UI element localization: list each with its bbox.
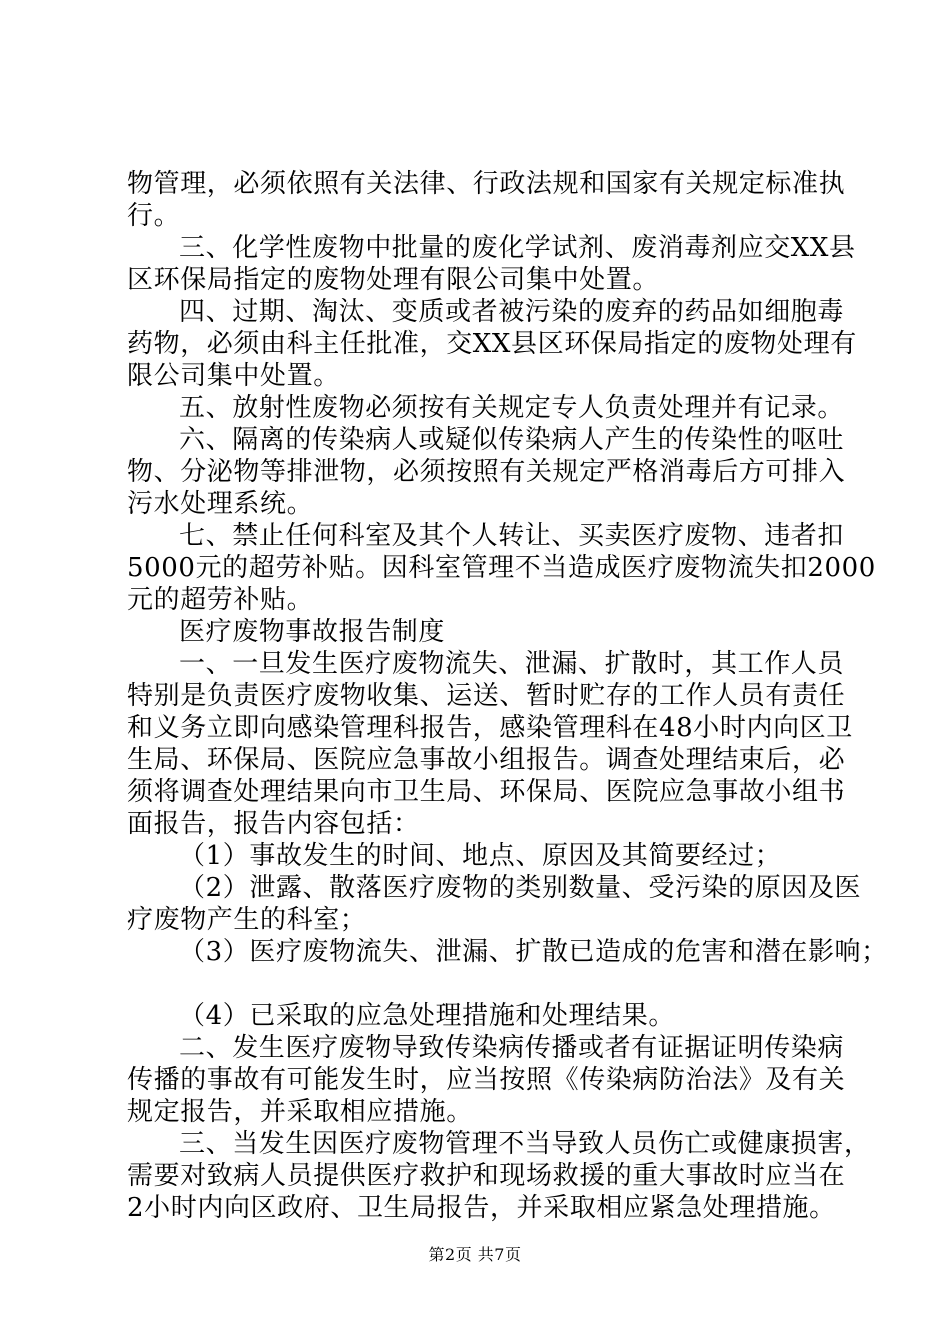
paragraph-line: 生局、环保局、医院应急事故小组报告。调查处理结束后，必 [127,745,846,775]
blank-line [127,968,842,1000]
paragraph-line: 七、禁止任何科室及其个人转让、买卖医疗废物、违者扣 [179,521,845,551]
page-footer [0,1245,950,1265]
paragraph-line: 药物，必须由科主任批准，交XX县区环保局指定的废物处理有 [127,329,857,359]
paragraph-line: 六、隔离的传染病人或疑似传染病人产生的传染性的呕吐 [179,425,845,455]
list-item-line: （4）已采取的应急处理措施和处理结果。 [179,1001,675,1031]
paragraph-line: 四、过期、淘汰、变质或者被污染的废弃的药品如细胞毒 [179,297,845,327]
paragraph-line: 规定报告，并采取相应措施。 [127,1097,473,1127]
paragraph-line: 区环保局指定的废物处理有限公司集中处置。 [127,265,660,295]
list-item-line: 疗废物产生的科室； [127,905,367,935]
paragraph-line: 五、放射性废物必须按有关规定专人负责处理并有记录。 [179,393,845,423]
list-item-line: （1）事故发生的时间、地点、原因及其简要经过； [179,841,782,871]
paragraph-line: 特别是负责医疗废物收集、运送、暂时贮存的工作人员有责任 [127,681,846,711]
paragraph-line: 行。 [127,201,181,231]
paragraph-line: 三、化学性废物中批量的废化学试剂、废消毒剂应交XX县 [179,233,856,263]
list-item-line: （3）医疗废物流失、泄漏、扩散已造成的危害和潜在影响； [179,937,888,967]
paragraph-line: 须将调查处理结果向市卫生局、环保局、医院应急事故小组书 [127,777,846,807]
list-item-line: （2）泄露、散落医疗废物的类别数量、受污染的原因及医 [179,873,862,903]
paragraph-line: 和义务立即向感染管理科报告，感染管理科在48小时内向区卫 [127,713,853,743]
paragraph-line: 污水处理系统。 [127,489,314,519]
paragraph-line: 传播的事故有可能发生时，应当按照《传染病防治法》及有关 [127,1065,846,1095]
paragraph-line: 2小时内向区政府、卫生局报告，并采取相应紧急处理措施。 [127,1193,836,1223]
paragraph-line: 5000元的超劳补贴。因科室管理不当造成医疗废物流失扣2000 [127,553,876,583]
paragraph-line: 一、一旦发生医疗废物流失、泄漏、扩散时，其工作人员 [179,649,845,679]
page-number: 第2页 共7页 [428,1245,522,1264]
paragraph-line: 需要对致病人员提供医疗救护和现场救援的重大事故时应当在 [127,1161,846,1191]
paragraph-line: 二、发生医疗废物导致传染病传播或者有证据证明传染病 [179,1033,845,1063]
section-heading: 医疗废物事故报告制度 [179,617,446,647]
document-body [127,168,888,1224]
paragraph-line: 限公司集中处置。 [127,361,340,391]
paragraph-line: 物、分泌物等排泄物，必须按照有关规定严格消毒后方可排入 [127,457,846,487]
paragraph-line: 三、当发生因医疗废物管理不当导致人员伤亡或健康损害， [179,1129,871,1159]
paragraph-line: 面报告，报告内容包括： [127,809,420,839]
paragraph-line: 物管理，必须依照有关法律、行政法规和国家有关规定标准执 [127,169,846,199]
paragraph-line: 元的超劳补贴。 [127,585,314,615]
